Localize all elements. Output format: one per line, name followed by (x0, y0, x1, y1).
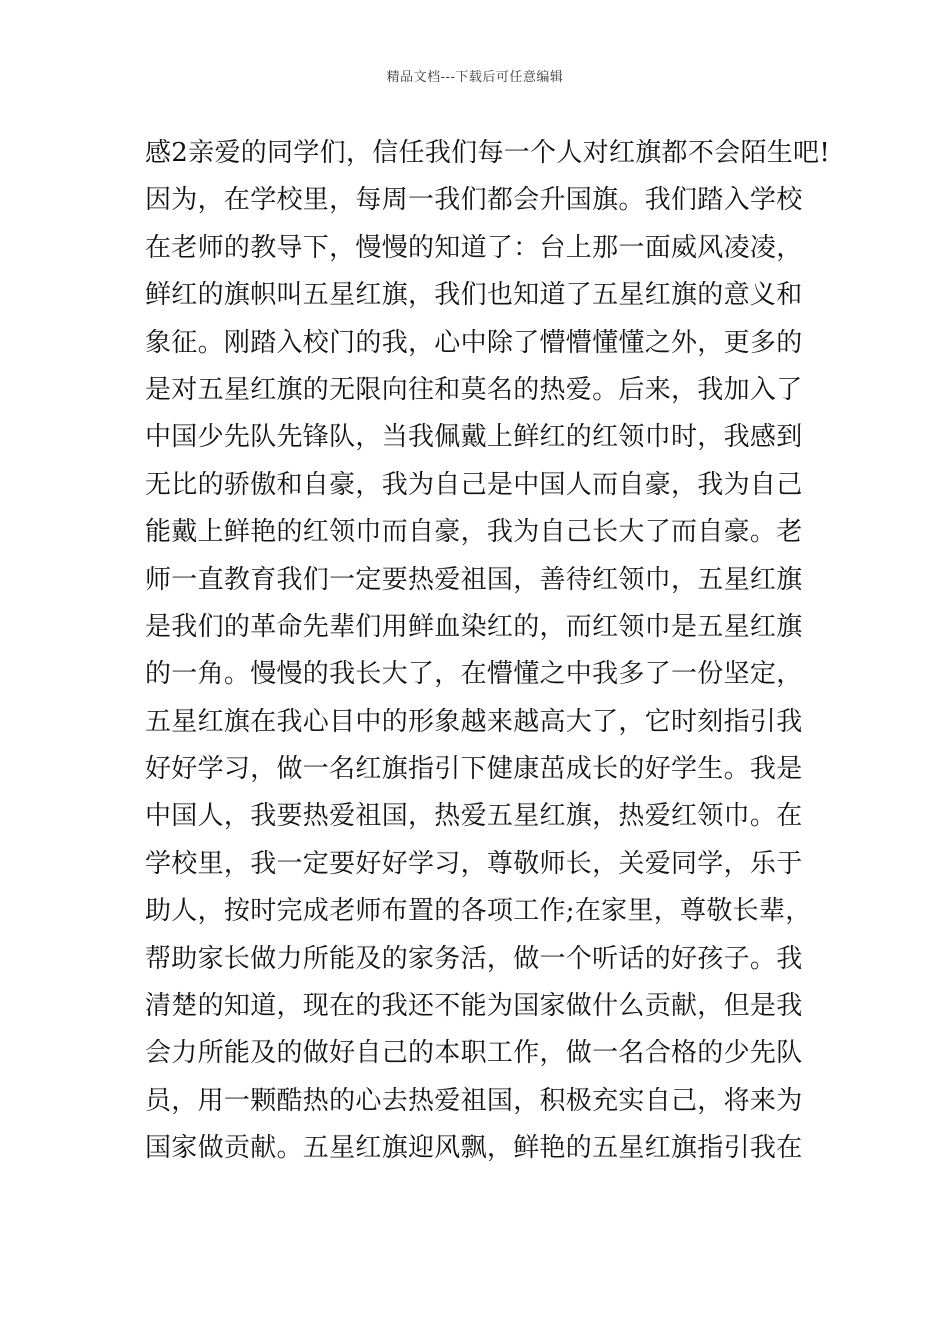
body-line: 助人，按时完成老师布置的各项工作;在家里，尊敬长辈， (145, 896, 812, 927)
body-line: 是对五星红旗的无限向往和莫名的热爱。后来，我加入了 (145, 374, 803, 405)
body-line: 五星红旗在我心目中的形象越来越高大了，它时刻指引我 (145, 706, 803, 737)
body-line: 国家做贡献。五星红旗迎风飘，鲜艳的五星红旗指引我在 (145, 1133, 803, 1164)
body-line: 感2亲爱的同学们，信任我们每一个人对红旗都不会陌生吧! (145, 138, 831, 168)
body-line: 的一角。慢慢的我长大了，在懵懂之中我多了一份坚定， (145, 659, 803, 690)
body-line: 帮助家长做力所能及的家务活，做一个听话的好孩子。我 (145, 943, 803, 974)
body-line: 员，用一颗酷热的心去热爱祖国，积极充实自己，将来为 (145, 1085, 803, 1116)
page-header: 精品文档---下载后可任意编辑 (386, 70, 564, 85)
body-line: 清楚的知道，现在的我还不能为国家做什么贡献，但是我 (145, 991, 803, 1022)
body-line: 好好学习，做一名红旗指引下健康茁成长的好学生。我是 (145, 754, 803, 785)
body-line: 会力所能及的做好自己的本职工作，做一名合格的少先队 (145, 1038, 803, 1069)
body-line: 师一直教育我们一定要热爱祖国，善待红领巾，五星红旗 (145, 564, 803, 595)
body-line: 中国人，我要热爱祖国，热爱五星红旗，热爱红领巾。在 (145, 801, 803, 832)
body-line: 无比的骄傲和自豪，我为自己是中国人而自豪，我为自己 (145, 469, 803, 500)
body-line: 鲜红的旗帜叫五星红旗，我们也知道了五星红旗的意义和 (145, 280, 803, 311)
body-line: 中国少先队先锋队，当我佩戴上鲜红的红领巾时，我感到 (145, 422, 803, 453)
body-line: 在老师的教导下，慢慢的知道了：台上那一面威风凌凌， (145, 232, 803, 263)
body-line: 象征。刚踏入校门的我，心中除了懵懵懂懂之外，更多的 (145, 327, 803, 358)
document-body (145, 130, 831, 1173)
body-line: 能戴上鲜艳的红领巾而自豪，我为自己长大了而自豪。老 (145, 517, 803, 548)
body-line: 是我们的革命先辈们用鲜血染红的，而红领巾是五星红旗 (145, 611, 803, 642)
body-line: 因为，在学校里，每周一我们都会升国旗。我们踏入学校 (145, 185, 803, 216)
body-line: 学校里，我一定要好好学习，尊敬师长，关爱同学，乐于 (145, 848, 803, 879)
